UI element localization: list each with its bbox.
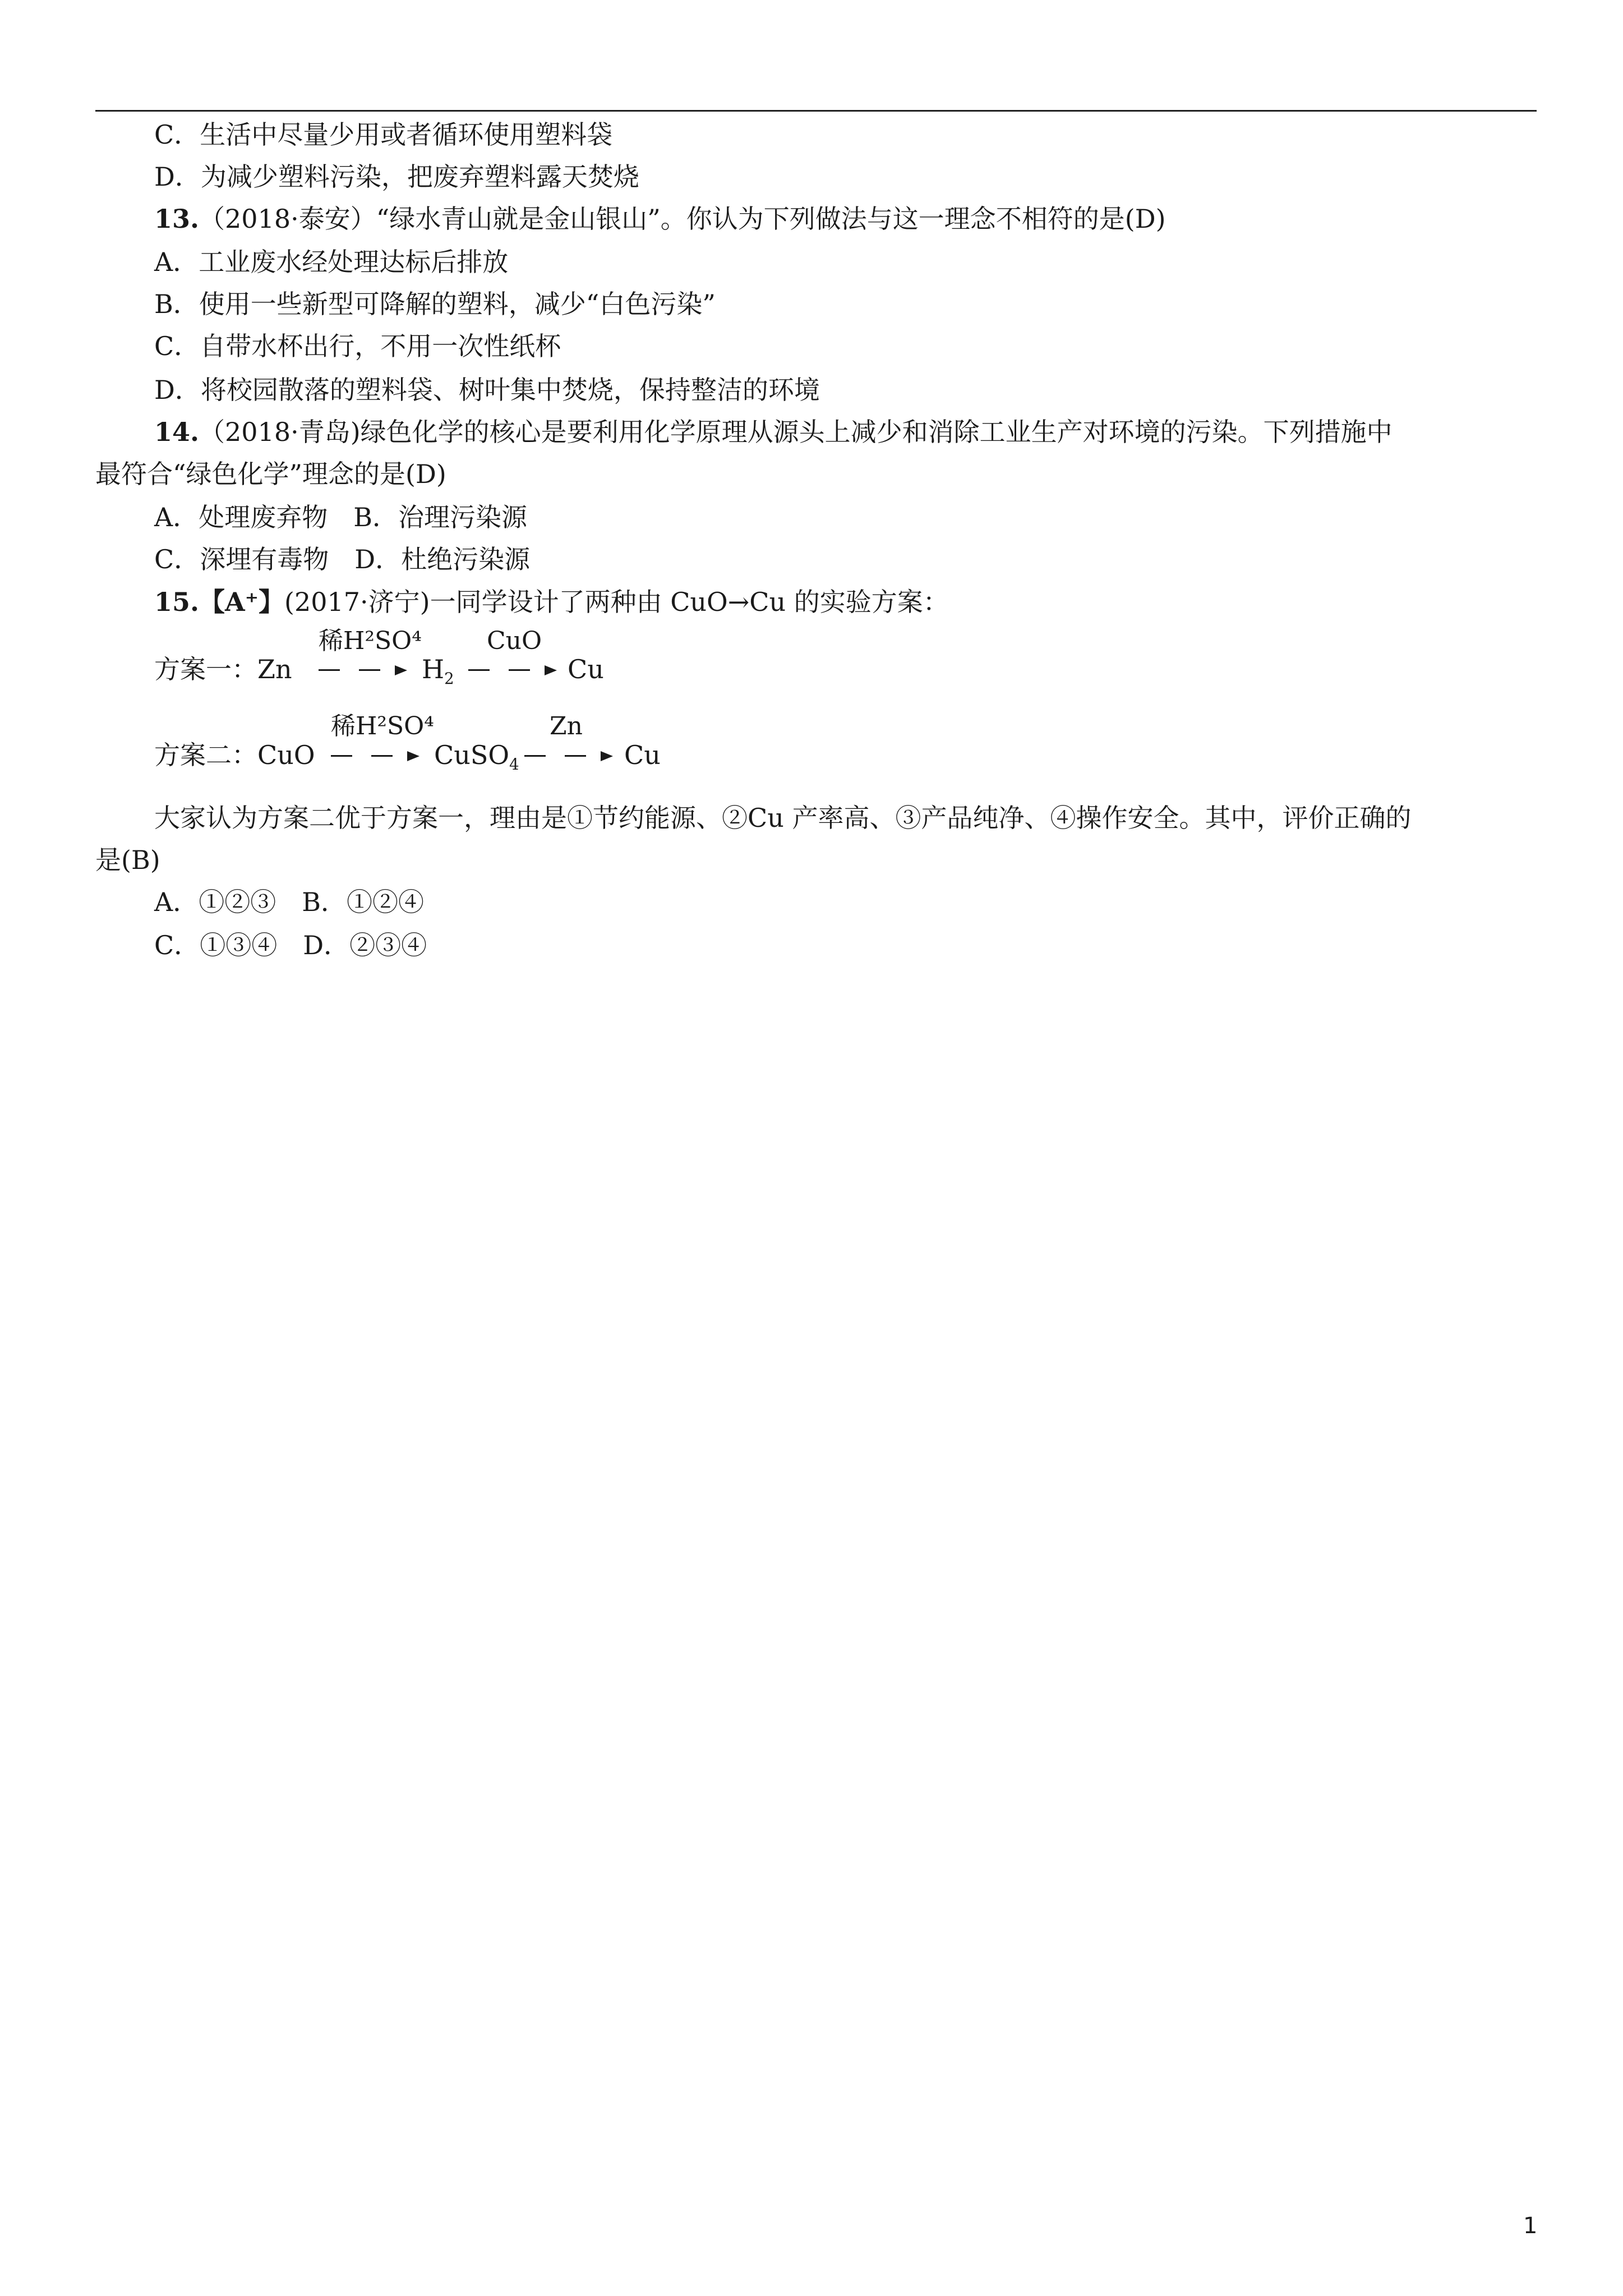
q13-option-a: A．工业废水经处理达标后排放: [154, 247, 509, 277]
scheme-two-label: 方案二：CuO: [154, 740, 315, 770]
reaction-arrow: [468, 669, 557, 671]
question-14-cont: 最符合“绿色化学”理念的是(D): [95, 459, 446, 489]
q13-option-d: D．将校园散落的塑料袋、树叶集中焚烧，保持整洁的环境: [154, 375, 820, 405]
question-14: [154, 415, 1393, 449]
question-text: （2018·泰安）“绿水青山就是金山银山”。你认为下列做法与这一理念不相符的是(D): [199, 204, 1166, 234]
final-product: Cu: [568, 654, 604, 684]
intermediate-product: CuSO$_4$: [434, 740, 519, 774]
reagent-label: CuO: [487, 627, 542, 655]
q14-options-ab: A．处理废弃物 B．治理污染源: [154, 502, 528, 532]
question-text: (2017·济宁)一同学设计了两种由 CuO→Cu 的实验方案：: [284, 587, 949, 617]
reagent-label: Zn: [550, 712, 583, 740]
reagent-label: 稀H²SO⁴: [331, 712, 434, 740]
q12-option-d: D．为减少塑料污染，把废弃塑料露天焚烧: [154, 162, 639, 192]
q12-option-c: C．生活中尽量少用或者循环使用塑料袋: [154, 119, 613, 150]
question-number: 15.: [154, 587, 200, 617]
reagent-label: 稀H²SO⁴: [319, 627, 422, 655]
question-text: （2018·青岛)绿色化学的核心是要利用化学原理从源头上减少和消除工业生产对环境的污染。下列措施中: [199, 417, 1393, 447]
reaction-arrow: [524, 755, 613, 757]
q13-option-c: C．自带水杯出行，不用一次性纸杯: [154, 331, 561, 361]
question-number: 14.: [154, 417, 200, 447]
intermediate-product: $H_2$: [422, 654, 454, 688]
q15-options-ab: A．①②③ B．①②④: [154, 887, 425, 917]
reaction-arrow: [331, 755, 419, 757]
difficulty-tag: 【A⁺】: [199, 587, 285, 617]
q14-options-cd: C．深埋有毒物 D．杜绝污染源: [154, 544, 531, 574]
question-15: [154, 585, 949, 619]
question-13: [154, 202, 1166, 236]
scheme-one-label: 方案一：Zn: [154, 654, 292, 684]
question-15-reasoning: 大家认为方案二优于方案一，理由是①节约能源、②Cu 产率高、③产品纯净、④操作安全。其中，评价正确的: [154, 803, 1412, 833]
question-15-answer: 是(B): [95, 845, 160, 875]
q13-option-b: B．使用一些新型可降解的塑料，减少“白色污染”: [154, 289, 716, 319]
q15-options-cd: C．①③④ D．②③④: [154, 930, 427, 960]
final-product: Cu: [624, 740, 661, 770]
reaction-arrow: [319, 669, 407, 671]
question-number: 13.: [154, 204, 200, 234]
header-rule: [95, 110, 1537, 112]
page-number: 1: [1523, 2213, 1538, 2239]
